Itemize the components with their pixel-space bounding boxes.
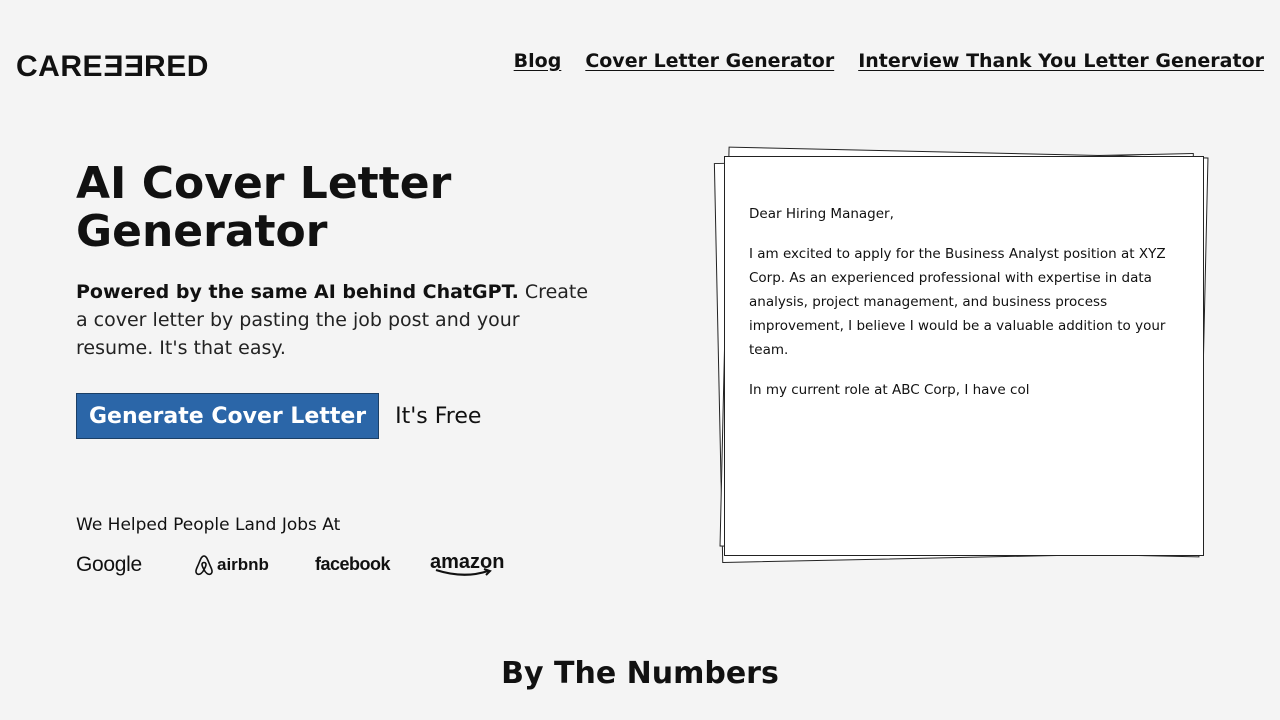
cover-letter-preview [706, 138, 1226, 578]
paper-sheet-front [724, 156, 1204, 556]
nav-link-blog[interactable]: Blog [513, 50, 562, 72]
top-nav [514, 50, 1264, 72]
free-note: It's Free [395, 403, 482, 429]
airbnb-logo-text: airbnb [217, 554, 269, 574]
amazon-smile-icon [434, 568, 496, 578]
nav-link-cover-letter-generator[interactable]: Cover Letter Generator [585, 50, 835, 72]
airbnb-logo [194, 554, 315, 576]
letter-paragraph: I am excited to apply for the Business Analyst position at XYZ Corp. As an experienced professional with expertise in data analysis, project management, and business process improvement, I believe I would be a valuable addition to your team. [749, 246, 1166, 358]
facebook-logo [315, 554, 430, 575]
social-proof-heading: We Helped People Land Jobs At [76, 515, 341, 535]
logo-text-mirrored: EE [103, 50, 145, 83]
amazon-logo-text: amazon [430, 551, 505, 573]
site-logo[interactable] [16, 50, 209, 84]
brand-logos [76, 551, 504, 578]
google-logo-text: Google [76, 552, 142, 576]
hero-subtitle [76, 278, 596, 362]
hero-subtitle-rest: Create a cover letter by pasting the job post and your resume. It's that easy. [76, 281, 589, 359]
airbnb-icon [194, 554, 214, 576]
letter-greeting: Dear Hiring Manager, [749, 206, 894, 222]
logo-text-suffix: RED [144, 50, 209, 83]
letter-paragraph-typing: In my current role at ABC Corp, I have col [749, 382, 1030, 398]
hero-title: AI Cover Letter Generator [76, 158, 452, 257]
logo-text-prefix: CARE [16, 50, 104, 83]
amazon-logo [430, 551, 504, 578]
by-the-numbers-heading: By The Numbers [501, 656, 779, 691]
generate-cover-letter-button[interactable]: Generate Cover Letter [76, 393, 379, 439]
hero-subtitle-bold: Powered by the same AI behind ChatGPT. [76, 281, 519, 303]
cta-row [76, 393, 481, 439]
google-logo [76, 553, 194, 577]
facebook-logo-text: facebook [315, 554, 391, 574]
nav-link-thank-you-letter-generator[interactable]: Interview Thank You Letter Generator [858, 50, 1264, 72]
